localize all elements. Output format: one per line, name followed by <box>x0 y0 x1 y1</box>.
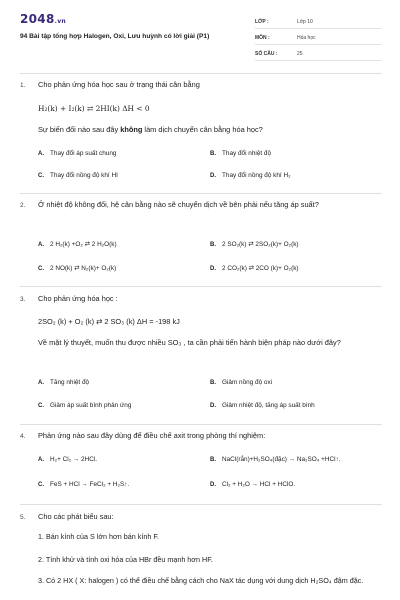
site-logo[interactable]: 2048.vn <box>20 12 66 26</box>
statement-item: 1. Bán kính của S lớn hơn bán kính F. <box>38 532 159 541</box>
option-b[interactable]: B. Giảm nồng độ oxi <box>210 379 273 386</box>
document-title: 94 Bài tập tổng hợp Halogen, Oxi, Lưu huỳnh có lời giải (P1) <box>20 33 210 40</box>
question-equation: 2SO₂ (k) + O₂ (k) ⇄ 2 SO₃ (k) ΔH = -198 kJ <box>38 317 180 326</box>
option-b[interactable]: B. Thay đổi nhiệt độ <box>210 150 272 157</box>
question-number: 3. <box>20 296 26 303</box>
question-divider <box>20 193 382 194</box>
question-divider <box>20 504 382 505</box>
option-d[interactable]: D. Cl₂ + H₂O → HCl + HClO. <box>210 481 296 488</box>
option-a[interactable]: A. Thay đổi áp suất chung <box>38 150 117 157</box>
option-d[interactable]: D. 2 CO₂(k) ⇄ 2CO (k)+ O₂(k) <box>210 265 299 272</box>
question-4 <box>20 431 380 501</box>
option-c[interactable]: C. FeS + HCl → FeCl₂ + H₂S↑. <box>38 481 130 488</box>
question-prompt: Sự biến đổi nào sau đây không làm dịch chuyển cân bằng hóa học? <box>38 125 263 134</box>
question-text: Cho phản ứng hóa học sau ở trạng thái cân bằng <box>38 80 200 89</box>
question-text: Cho phản ứng hóa học : <box>38 294 118 303</box>
question-text: Phản ứng nào sau đây dùng để điều chế axit trong phòng thí nghiệm: <box>38 431 266 440</box>
question-text: Ở nhiệt độ không đổi, hệ cân bằng nào sẽ chuyển dịch về bên phải nếu tăng áp suất? <box>38 200 319 209</box>
option-a[interactable]: A. Tăng nhiệt độ <box>38 379 90 386</box>
question-1 <box>20 80 380 185</box>
option-c[interactable]: C. Thay đổi nồng độ khí HI <box>38 172 118 179</box>
meta-question-count: SỐ CÂU : 25 <box>255 48 382 61</box>
meta-class: LỚP : Lớp 10 <box>255 16 382 29</box>
option-c[interactable]: C. 2 NO(k) ⇄ N₂(k)+ O₂(k) <box>38 265 117 272</box>
option-d[interactable]: D. Thay đổi nồng độ khí H₂ <box>210 172 291 179</box>
question-equation: H₂(k) + I₂(k) ⇄ 2HI(k) ΔH < 0 <box>38 104 150 113</box>
option-b[interactable]: B. NaCl(rắn)+H₂SO₄(đặc) → Na₂SO₄ +HCl↑. <box>210 456 341 463</box>
question-divider <box>20 424 382 425</box>
question-number: 4. <box>20 433 26 440</box>
option-b[interactable]: B. 2 SO₂(k) ⇄ 2SO₂(k)+ O₂(k) <box>210 241 299 248</box>
header-divider <box>20 73 382 74</box>
question-divider <box>20 286 382 287</box>
option-c[interactable]: C. Giảm áp suất bình phản ứng <box>38 402 132 409</box>
question-number: 1. <box>20 82 26 89</box>
question-2 <box>20 200 380 280</box>
question-prompt: Về mặt lý thuyết, muốn thu được nhiều SO₃ , ta cần phải tiến hành biện pháp nào dưới đây? <box>38 338 341 347</box>
question-number: 2. <box>20 202 26 209</box>
statement-item: 3. Có 2 HX ( X: halogen ) có thể điều chế bằng cách cho NaX tác dụng với dung dịch H₂SO₄ đậm đặc. <box>38 576 364 585</box>
question-5 <box>20 512 380 600</box>
option-d[interactable]: D. Giảm nhiệt độ, tăng áp suất bình <box>210 402 315 409</box>
statement-item: 2. Tính khử và tính oxi hóa của HBr đều mạnh hơn HF. <box>38 555 213 564</box>
meta-subject: MÔN : Hóa học <box>255 32 382 45</box>
question-text: Cho các phát biểu sau: <box>38 512 114 521</box>
question-3 <box>20 294 380 419</box>
question-number: 5. <box>20 514 26 521</box>
option-a[interactable]: A. H₂+ Cl₂ → 2HCl. <box>38 456 98 463</box>
document-meta <box>255 16 382 64</box>
option-a[interactable]: A. 2 H₂(k) +O₂ ⇄ 2 H₂O(k) <box>38 241 117 248</box>
